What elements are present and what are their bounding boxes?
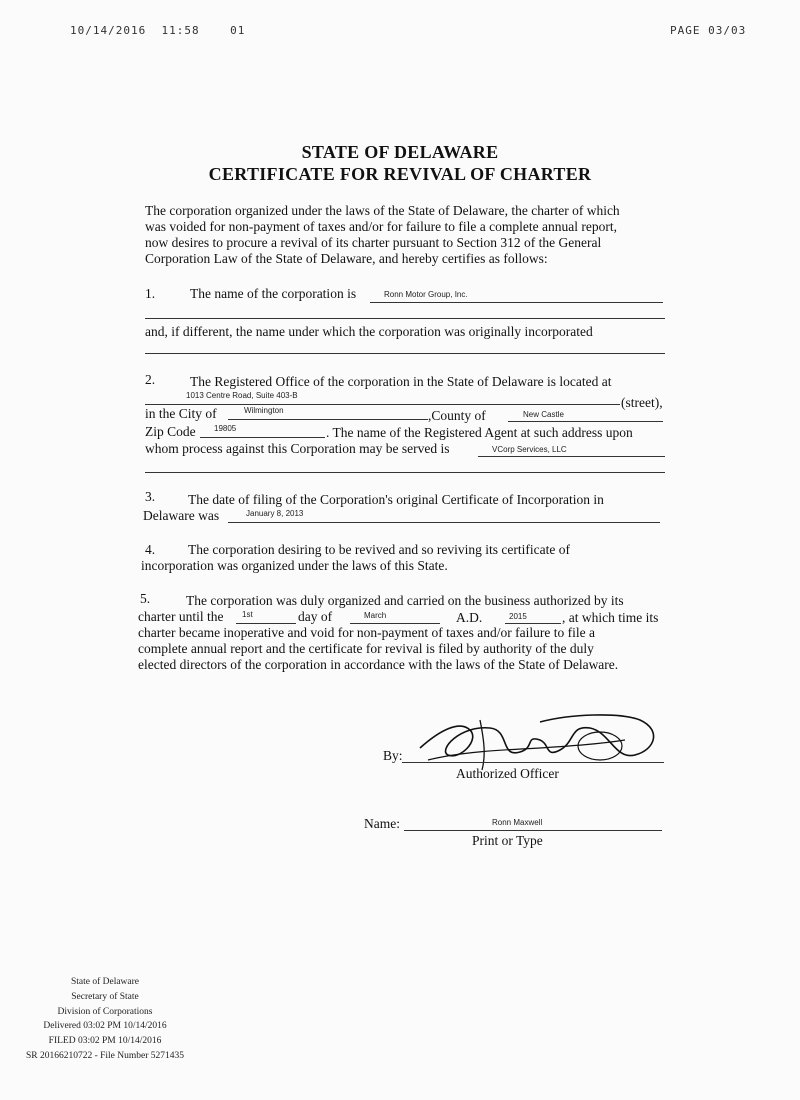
fax-line-number: 01 <box>230 24 246 37</box>
revival-day-line <box>236 623 296 624</box>
city-line <box>228 419 428 420</box>
county-value: New Castle <box>523 410 564 419</box>
registered-agent-line <box>478 456 665 457</box>
item-2-label: The Registered Office of the corporation in the State of Delaware is located at <box>190 374 612 389</box>
item-5-line-1: The corporation was duly organized and carried on the business authorized by its <box>186 593 624 608</box>
fax-date: 10/14/2016 <box>70 24 147 37</box>
city-label: in the City of <box>145 406 217 421</box>
incorporation-date-value: January 8, 2013 <box>246 509 304 518</box>
item-5-line-2d: , at which time its <box>562 610 659 625</box>
revival-year-value: 2015 <box>509 612 527 621</box>
corporation-name-value: Ronn Motor Group, Inc. <box>384 290 468 299</box>
item-1-label: The name of the corporation is <box>190 286 357 301</box>
intro-line-2: was voided for non-payment of taxes and/or for failure to file a complete annual report, <box>145 219 617 234</box>
revival-year-line <box>505 623 561 624</box>
fax-page-number: PAGE 03/03 <box>670 24 747 37</box>
revival-month-value: March <box>364 611 387 620</box>
registered-agent-line-2 <box>145 472 665 473</box>
by-label: By: <box>383 748 403 763</box>
item-5-line-3: charter became inoperative and void for non-payment of taxes and/or failure to file a <box>138 625 595 640</box>
item-4-number: 4. <box>145 542 156 557</box>
title-certificate: CERTIFICATE FOR REVIVAL OF CHARTER <box>208 164 592 184</box>
incorporation-date-line <box>228 522 660 523</box>
item-5-line-2a: charter until the <box>138 609 224 624</box>
registered-agent-label-1: . The name of the Registered Agent at such address upon <box>326 425 633 440</box>
print-or-type-label: Print or Type <box>472 833 543 848</box>
revival-day-value: 1st <box>242 610 253 619</box>
zip-line <box>200 437 325 438</box>
stamp-filed: FILED 03:02 PM 10/14/2016 <box>48 1036 162 1046</box>
county-line <box>508 421 663 422</box>
item-3-line-2: Delaware was <box>143 508 220 523</box>
street-label: (street), <box>621 395 663 410</box>
item-5-line-4: complete annual report and the certificate for revival is filed by authority of the duly <box>138 641 594 656</box>
corporation-name-line <box>370 302 663 303</box>
registered-agent-value: VCorp Services, LLC <box>492 445 567 454</box>
stamp-file-number: SR 20166210722 - File Number 5271435 <box>25 1051 185 1061</box>
item-2-number: 2. <box>145 372 156 387</box>
street-line <box>145 404 620 405</box>
corporation-name-line-2 <box>145 318 665 319</box>
item-5-line-2c: A.D. <box>456 610 483 625</box>
item-5-line-5: elected directors of the corporation in accordance with the laws of the State of Delaware. <box>138 657 619 672</box>
authorized-officer-label: Authorized Officer <box>456 766 559 781</box>
stamp-delivered: Delivered 03:02 PM 10/14/2016 <box>43 1021 167 1031</box>
intro-line-3: now desires to procure a revival of its charter pursuant to Section 312 of the General <box>145 235 602 250</box>
item-3-number: 3. <box>145 489 156 504</box>
fax-time: 11:58 <box>161 24 200 37</box>
registered-agent-label-2: whom process against this Corporation may be served is <box>145 441 450 456</box>
revival-month-line <box>350 623 440 624</box>
stamp-line-1: State of Delaware <box>70 977 140 987</box>
title-state: STATE OF DELAWARE <box>301 142 499 162</box>
signature-line <box>402 762 664 763</box>
intro-line-1: The corporation organized under the laws of the State of Delaware, the charter of which <box>145 203 620 218</box>
officer-name-value: Ronn Maxwell <box>492 818 543 827</box>
name-label: Name: <box>364 816 400 831</box>
item-5-line-2b: day of <box>298 609 333 624</box>
intro-line-4: Corporation Law of the State of Delaware, and hereby certifies as follows: <box>145 251 548 266</box>
zip-value: 19805 <box>214 424 237 433</box>
officer-name-line <box>404 830 662 831</box>
item-1-number: 1. <box>145 286 156 301</box>
item-4-line-2: incorporation was organized under the laws of this State. <box>141 558 448 573</box>
stamp-line-3: Division of Corporations <box>57 1007 153 1017</box>
item-4-line-1: The corporation desiring to be revived and so reviving its certificate of <box>188 542 570 557</box>
original-name-line <box>145 353 665 354</box>
stamp-line-2: Secretary of State <box>71 992 139 1002</box>
fax-header-left <box>70 24 245 37</box>
city-value: Wilmington <box>244 406 284 415</box>
item-3-line-1: The date of filing of the Corporation's original Certificate of Incorporation in <box>188 492 604 507</box>
street-value: 1013 Centre Road, Suite 403-B <box>186 391 298 400</box>
zip-label: Zip Code <box>145 424 196 439</box>
item-1-original-name-label: and, if different, the name under which the corporation was originally incorporated <box>145 324 593 339</box>
county-label: ,County of <box>428 408 486 423</box>
item-5-number: 5. <box>140 591 151 606</box>
